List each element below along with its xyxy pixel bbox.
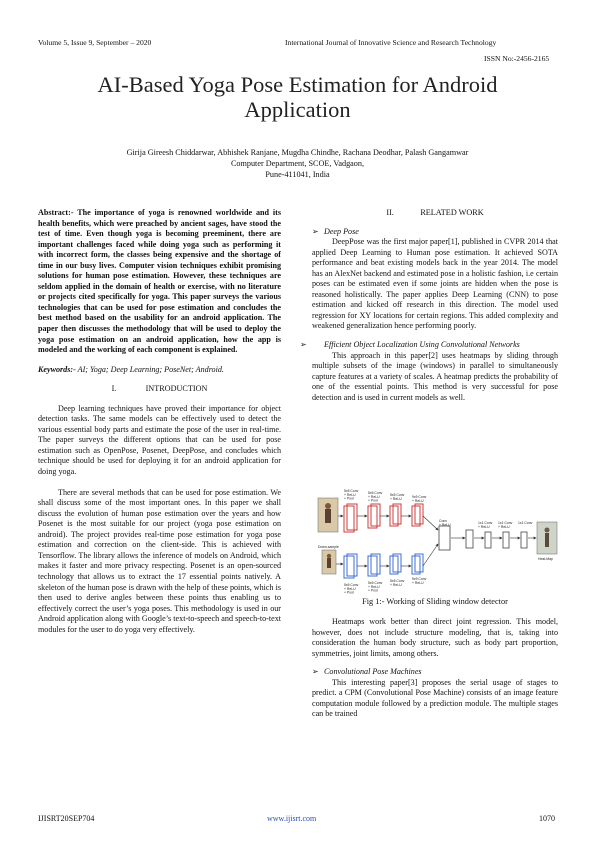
section-title: INTRODUCTION: [145, 384, 208, 394]
label-top-2: 5x5 Conv + ReLU + Pool: [368, 491, 383, 503]
localization-paragraph: This approach in this paper[2] uses heatmaps by sliding through multiple subsets of the image (windows) in parallel to simultaneously capture features at a variety of scales. A heatmap predicts the probability of one of the essential points. This method is very successful for pose detection and is used in current models as well.: [312, 350, 558, 402]
abstract-label: Abstract:-: [38, 208, 74, 217]
sliding-window-figure: [316, 486, 560, 595]
conv1x1-layer-3: [521, 532, 527, 548]
keywords: [38, 365, 281, 376]
section-heading-related-work: [312, 208, 558, 219]
deeppose-paragraph: DeepPose was the first major paper[1], published in CVPR 2014 that applied Deep Learning to Human pose estimation. It achieved SOTA performance and beat existing models back in the year 2014. The model has an AlexNet backend and estimated pose in a holistic fashion, i.e certain poses can be estimated even if some joints are hidden when the pose is reasoned holistically. The paper applies Deep Learning (CNN) to pose estimation and kicked off research in this direction. The model used regression for XY locations for certain regions. This added complexity and weakened generalization hence performing poorly.: [312, 237, 558, 331]
header-volume: Volume 5, Issue 9, September – 2020: [38, 38, 152, 47]
header-issn: ISSN No:-2456-2165: [484, 54, 550, 63]
section-number: I.: [111, 384, 117, 394]
left-column: [38, 208, 281, 635]
output-heatmap-image: [537, 522, 557, 554]
merge-layer: [439, 526, 450, 550]
label-downsample: Down-sample: [318, 545, 339, 549]
footer-page-number: 1070: [539, 814, 555, 823]
input-image-bottom: [322, 550, 336, 574]
subheading-text: Efficient Object Localization Using Convolutional Networks: [324, 340, 520, 350]
footer-paper-id: IJISRT20SEP704: [38, 814, 95, 823]
figure-caption: Fig 1:- Working of Sliding window detector: [362, 597, 508, 606]
fused-conv-layer: [466, 530, 473, 548]
right-column-top: [300, 208, 558, 403]
authors: Girija Gireesh Chiddarwar, Abhishek Ranjane, Mugdha Chindhe, Rachana Deodhar, Palash Gangamwar: [126, 148, 469, 157]
label-bottom-1: 5x5 Conv + ReLU + Pool: [344, 583, 359, 595]
abstract-text: The importance of yoga is renowned worldwide and its health benefits, which were preached by ancient sages, have stood the test of time. Even though yoga is becoming preeminent, there are important challenges faced while doing yoga such as performing it with incorrect form, the classes being expensive and the shortage of time in our busy lives. Computer vision techniques exhibit promising solutions for human pose estimation. However, these techniques are seldom applied in the domain of health or exercise, with no literature or projects cited specifically for yoga. This paper surveys the various technologies that can be used for pose estimation and concludes the best method based on the usability for an android application. The paper then discusses the methodology that will be used to deploy the yoga pose estimation on an android application, how the app is modeled and the working of each component is explained.: [38, 208, 281, 355]
top-branch-layers: [344, 504, 423, 532]
bullet-arrow-icon: ➢: [312, 667, 319, 677]
label-1x1-b: 1x1 Conv + ReLU: [498, 521, 513, 529]
cpm-paragraph: This interesting paper[3] proposes the serial usage of stages to predict. a CPM (Convolutional Pose Machine) consists of an image feature computation module followed by a prediction module. The multiple stages can be trained: [312, 677, 558, 719]
section-heading-introduction: [38, 384, 281, 395]
after-figure-paragraph: Heatmaps work better than direct joint regression. This model, however, does not include structure modeling, that is, taking into consideration the human body structure, such as body part proportion, symmetries, joint limits, among others.: [312, 617, 558, 658]
footer-website-link[interactable]: www.ijisrt.com: [267, 814, 317, 823]
intro-paragraph-2: There are several methods that can be used for pose estimation. We shall discuss some of the most important ones. In this paper we shall discuss the evolution of human pose estimation over the years and how Posenet is the most suitable for our project (yoga pose estimation on android). The project provides real-time pose estimation for yoga pose estimation and correction on the client-side. This is achieved with Tensorflow. The library allows the inference of models on Android, which makes it faster and more privacy respecting. Posenet is an open-sourced technology that allows us to extract the 17 essential points natively. A skeleton of the human pose is drawn with the help of these points, which is then used to derive angles between these points thus enabling us to effectively correct the user’s yoga poses. This methodology is used in our Android application along with Google’s text-to-speech and speech-to-text modules for the user to do yoga very effectively.: [38, 487, 281, 634]
label-heatmap: Heat-Map: [538, 557, 553, 561]
input-image-top: [318, 498, 338, 532]
label-bottom-2: 5x5 Conv + ReLU + Pool: [368, 581, 383, 593]
section-title: RELATED WORK: [420, 208, 484, 217]
label-top-4: 9x9 Conv + ReLU: [412, 495, 427, 503]
affiliation: Computer Department, SCOE, Vadgaon,: [230, 159, 365, 168]
bullet-arrow-icon: ➢: [312, 226, 319, 236]
label-bottom-3: 5x5 Conv + ReLU: [390, 579, 405, 587]
right-column-bottom: [312, 617, 558, 720]
subheading-cpm: [312, 667, 558, 678]
layer-labels: [318, 489, 553, 595]
location: Pune-411041, India: [265, 170, 330, 179]
intro-paragraph-1: Deep learning techniques have proved their importance for object detection tasks. The same models can be effectively used to detect the various essential body parts and estimate the pose of the user in real-time. The paper surveys the different options that can be used for pose estimation such as OpenPose, Posenet, DeepPose, and concludes which technique should be used for deploying it for an android application for doing yoga.: [38, 403, 281, 477]
section-number: II.: [386, 208, 394, 217]
abstract: [38, 208, 281, 356]
keywords-text: AI; Yoga; Deep Learning; PoseNet; Android.: [77, 364, 224, 374]
conv1x1-layer-2: [503, 532, 509, 548]
label-1x1-a: 1x1 Conv + ReLU: [478, 521, 493, 529]
subheading-text: Deep Pose: [324, 226, 359, 236]
page-title: AI-Based Yoga Pose Estimation for Android Application: [97, 72, 498, 122]
label-bottom-4: 9x9 Conv + ReLU: [412, 577, 427, 585]
subheading-efficient-localization: [300, 340, 558, 351]
label-merge: Conv + ReLU: [439, 519, 451, 527]
subheading-deep-pose: [312, 227, 558, 238]
label-top-1: 5x5 Conv + ReLU + Pool: [344, 489, 359, 501]
label-1x1-c: 1x1 Conv: [518, 521, 533, 525]
subheading-text: Convolutional Pose Machines: [324, 667, 422, 677]
bullet-arrow-icon: ➢: [300, 340, 307, 350]
header-journal: International Journal of Innovative Science and Research Technology: [285, 38, 497, 47]
conv1x1-layer-1: [485, 532, 491, 548]
keywords-label: Keywords:-: [38, 364, 76, 374]
label-top-3: 5x5 Conv + ReLU: [390, 493, 405, 501]
